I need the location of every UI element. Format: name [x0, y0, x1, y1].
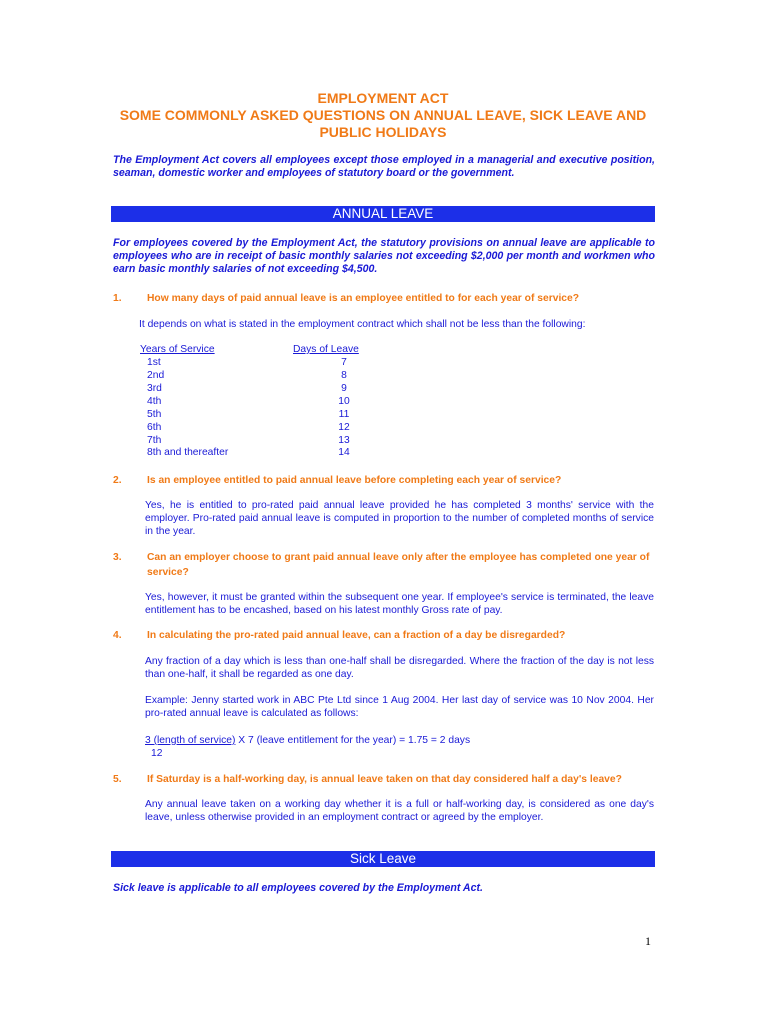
- question-3: [113, 550, 658, 580]
- question-number: 2.: [113, 475, 122, 486]
- question-number: 3.: [113, 552, 122, 563]
- formula-denominator: 12: [151, 748, 163, 759]
- table-cell-year: 3rd: [147, 383, 162, 394]
- section-header-sick-leave: Sick Leave: [111, 851, 655, 867]
- question-number: 4.: [113, 630, 122, 641]
- answer-4: Any fraction of a day which is less than one-half shall be disregarded. Where the fraction of the day is not less than one-half, it shall be regarded as one day.: [145, 656, 654, 680]
- table-cell-days: 13: [338, 435, 350, 446]
- sick-leave-intro: Sick leave is applicable to all employees covered by the Employment Act.: [113, 882, 483, 894]
- table-cell-year: 5th: [147, 409, 162, 420]
- table-cell-days: 9: [341, 383, 347, 394]
- table-row: [140, 422, 380, 435]
- table-cell-days: 14: [338, 447, 350, 458]
- question-4: [113, 628, 658, 643]
- question-text: Can an employer choose to grant paid annual leave only after the employee has completed one year of service?: [147, 552, 650, 578]
- table-row: [140, 370, 380, 383]
- table-row: [140, 357, 380, 370]
- question-number: 5.: [113, 774, 122, 785]
- document-subtitle-line2: PUBLIC HOLIDAYS: [319, 124, 447, 140]
- page-number: 1: [645, 934, 651, 948]
- table-cell-year: 4th: [147, 396, 162, 407]
- question-number: 1.: [113, 293, 122, 304]
- table-cell-days: 10: [338, 396, 350, 407]
- formula: [145, 734, 470, 760]
- formula-numerator: 3 (length of service): [145, 735, 236, 746]
- table-row: [140, 383, 380, 396]
- table-row: [140, 447, 380, 460]
- answer-2: Yes, he is entitled to pro-rated paid annual leave provided he has completed 3 months' service with the employer. Pro-rated paid annual leave is computed in proportion to the number of completed months of service in the year.: [145, 500, 654, 537]
- table-row: [140, 409, 380, 422]
- answer-1: It depends on what is stated in the employment contract which shall not be less than the following:: [139, 319, 586, 330]
- table-cell-days: 7: [341, 357, 347, 368]
- example-paragraph: Example: Jenny started work in ABC Pte Ltd since 1 Aug 2004. Her last day of service was 10 Nov 2004. Her pro-rated annual leave is calculated as follows:: [145, 695, 654, 719]
- table-cell-year: 2nd: [147, 370, 165, 381]
- table-cell-days: 11: [338, 409, 350, 420]
- question-text: In calculating the pro-rated paid annual leave, can a fraction of a day be disregarded?: [147, 630, 566, 641]
- table-row: [140, 396, 380, 409]
- question-1: [113, 291, 658, 306]
- table-cell-year: 8th and thereafter: [147, 447, 229, 458]
- question-text: If Saturday is a half-working day, is annual leave taken on that day considered half a day's leave?: [147, 774, 622, 785]
- table-cell-days: 12: [338, 422, 350, 433]
- table-cell-days: 8: [341, 370, 347, 381]
- table-header-days: Days of Leave: [293, 344, 359, 355]
- document-title: EMPLOYMENT ACT: [317, 90, 449, 106]
- annual-leave-intro: For employees covered by the Employment Act, the statutory provisions on annual leave are applicable to employees who are in receipt of basic monthly salaries not exceeding $2,000 per month and workmen who earn basic monthly salaries of not exceeding $4,500.: [113, 237, 655, 275]
- question-5: [113, 772, 658, 787]
- table-header-years: Years of Service: [140, 344, 215, 355]
- table-cell-year: 7th: [147, 435, 162, 446]
- question-text: How many days of paid annual leave is an employee entitled to for each year of service?: [147, 293, 580, 304]
- table-cell-year: 6th: [147, 422, 162, 433]
- document-subtitle-line1: SOME COMMONLY ASKED QUESTIONS ON ANNUAL LEAVE, SICK LEAVE AND: [119, 107, 647, 123]
- formula-rest: X 7 (leave entitlement for the year) = 1.75 = 2 days: [235, 735, 471, 746]
- section-header-annual-leave: ANNUAL LEAVE: [111, 206, 655, 222]
- question-2: [113, 473, 658, 488]
- intro-paragraph: The Employment Act covers all employees except those employed in a managerial and executive position, seaman, domestic worker and employees of statutory board or the government.: [113, 154, 655, 179]
- answer-5: Any annual leave taken on a working day whether it is a full or half-working day, is considered as one day's leave, unless otherwise provided in an employment contract or agreed by the employer.: [145, 799, 654, 823]
- question-text: Is an employee entitled to paid annual leave before completing each year of service?: [147, 475, 562, 486]
- answer-3: Yes, however, it must be granted within the subsequent one year. If employee's service is terminated, the leave entitlement has to be encashed, based on his latest monthly Gross rate of pay.: [145, 592, 654, 616]
- table-cell-year: 1st: [147, 357, 161, 368]
